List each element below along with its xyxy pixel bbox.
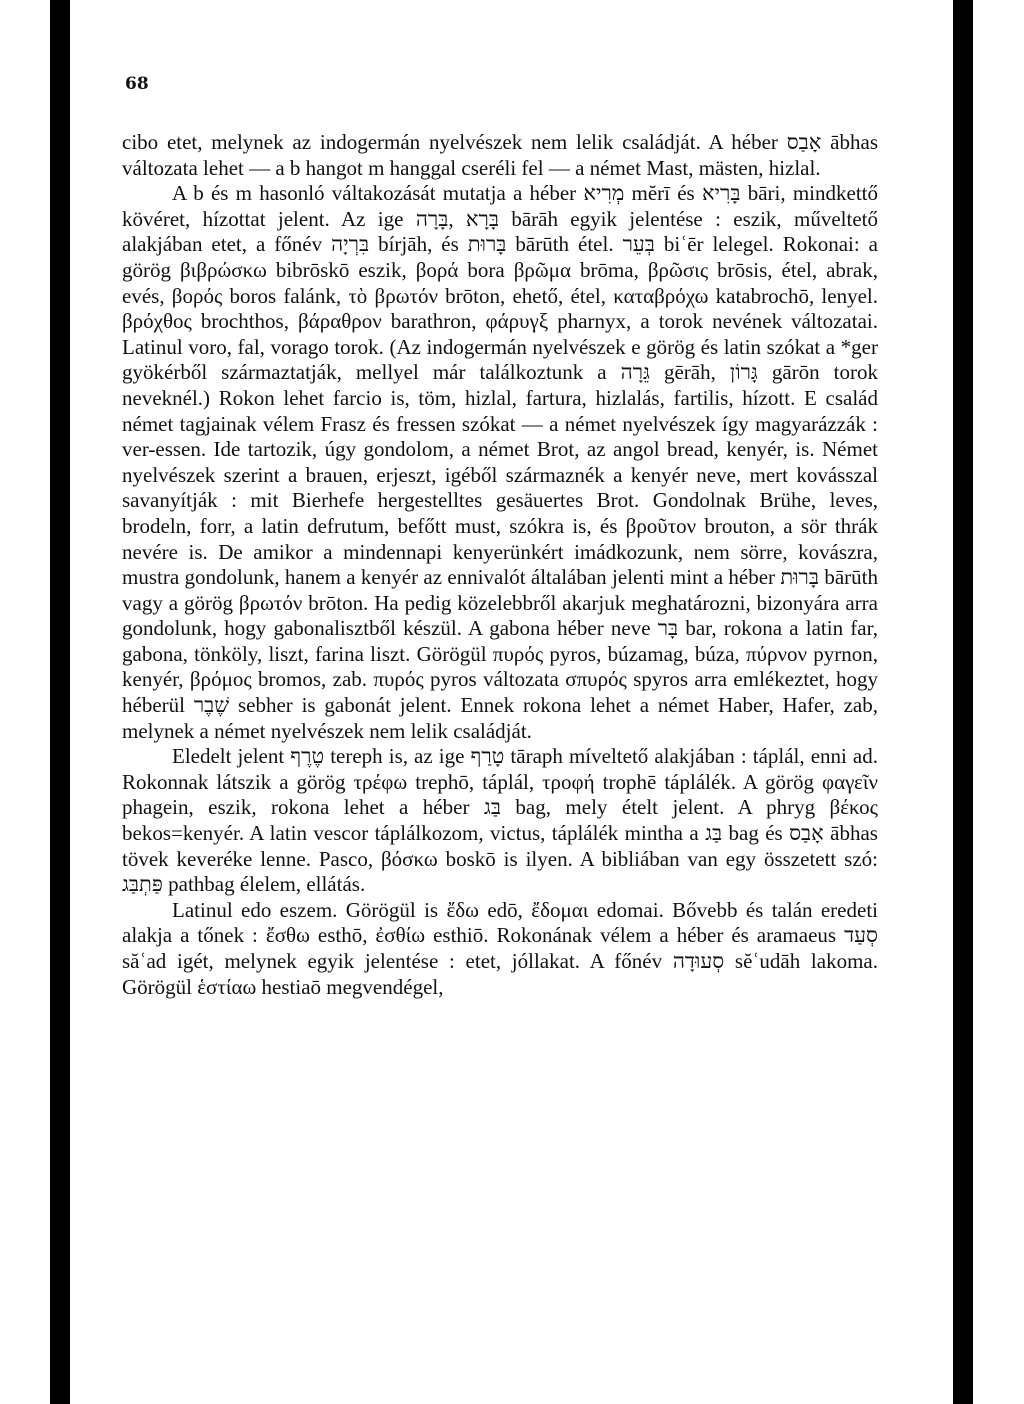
paragraph-3: Eledelt jelent טֶרֶף tereph is, az ige טָרַף tāraph míveltető alakjában : táplál, enni ad. Rokonnak látszik a görög τρέφω trephō, táplál, τροφή trophē táplálék. A görög φαγεῖν phagein, eszik, rokona lehet a héber בַּג bag, mely ételt jelent. A phryg βέκος bekos=kenyér. A latin vescor táplálkozom, victus, táplálék mintha a בַּג bag és אָבַס ābhas tövek keveréke lenne. Pasco, βόσκω boskō is ilyen. A bibliában van egy összetett szó: פַּתְבַּג pathbag élelem, ellátás. xyxy=(122,744,878,897)
page-number: 68 xyxy=(125,74,149,94)
paragraph-4: Latinul edo eszem. Görögül is ἔδω edō, ἔδομαι edomai. Bővebb és talán eredeti alakja a tőnek : ἔσθω esthō, ἐσθίω esthiō. Rokonának vélem a héber és aramaeus סְעַד săʿad igét, melynek egyik jelentése : etet, jóllakat. A főnév סְעוּדָה sĕʿudāh lakoma. Görögül ἑστίαω hestiaō megvendégel, xyxy=(122,897,878,999)
paragraph-2: A b és m hasonló váltakozását mutatja a héber מְרִיא mĕrī és בָּרִיא bāri, mindkettő kövéret, hízottat jelent. Az ige בָּרָא ,בָּרָה bārāh egyik jelentése : eszik, műveltető alakjában etet, a főnév בִּרְיָה bírjāh, és בָּרוּת bārūth étel. בְּעֵר biʿēr lelegel. Rokonai: a görög βιβρώσκω bibrōskō eszik, βορά bora βρῶμα brōma, βρῶσις brōsis, étel, abrak, evés, βορός boros falánk, τὸ βρωτόν brōton, ehető, étel, καταβρόχω katabrochō, lenyel. βρόχθος brochthos, βάραθρον barathron, φάρυγξ pharnyx, a torok nevének változatai. Latinul voro, fal, vorago torok. (Az indogermán nyelvészek e görög és latin szókat a *ger gyökérből származtatják, mellyel már találkoztunk a גֵּרָה gērāh, גָּרוֹן gārōn torok neveknél.) Rokon lehet farcio is, töm, hizlal, fartura, hizlalás, fartilis, hízott. E család német tagjainak vélem Frasz és fressen szókat — a német nyelvészek így magyarázzák : ver-essen. Ide tartozik, úgy gondolom, a német Brot, az angol bread, kenyér, is. Német nyelvészek szerint a brauen, erjeszt, igéből származnék a kenyér neve, mert kovásszal savanyítják : mit Bierhefe hergestelltes gesäuertes Brot. Gondolnak Brühe, leves, brodeln, forr, a latin defrutum, befőtt must, szókra is, és βροῦτον brouton, a sör thrák nevére is. De amikor a mindennapi kenyerünkért imádkozunk, nem sörre, kovászra, mustra gondolunk, hanem a kenyér az ennivalót általában jelenti mint a héber בָּרוּת bārūth vagy a görög βρωτόν brōton. Ha pedig közelebbről akarjuk meghatározni, bizonyára arra gondolunk, hogy gabonalisztből készül. A gabona héber neve בָּר bar, rokona a latin far, gabona, tönköly, liszt, farina liszt. Görögül πυρός pyros, búzamag, búza, πύρνον pyrnon, kenyér, βρόμος bromos, zab. πυρός pyros változata σπυρός spyros arra emlékeztet, hogy héberül שֶׁבֶר sebher is gabonát jelent. Ennek rokona lehet a német Haber, Hafer, zab, melynek a német nyelvészek nem lelik családját. xyxy=(122,181,879,743)
paragraph-1: cibo etet, melynek az indogermán nyelvészek nem lelik családját. A héber אָבַס ābhas változata lehet — a b hangot m hanggal cseréli fel — a német Mast, mästen, hizlal. xyxy=(122,130,878,180)
page-body xyxy=(122,130,878,1000)
